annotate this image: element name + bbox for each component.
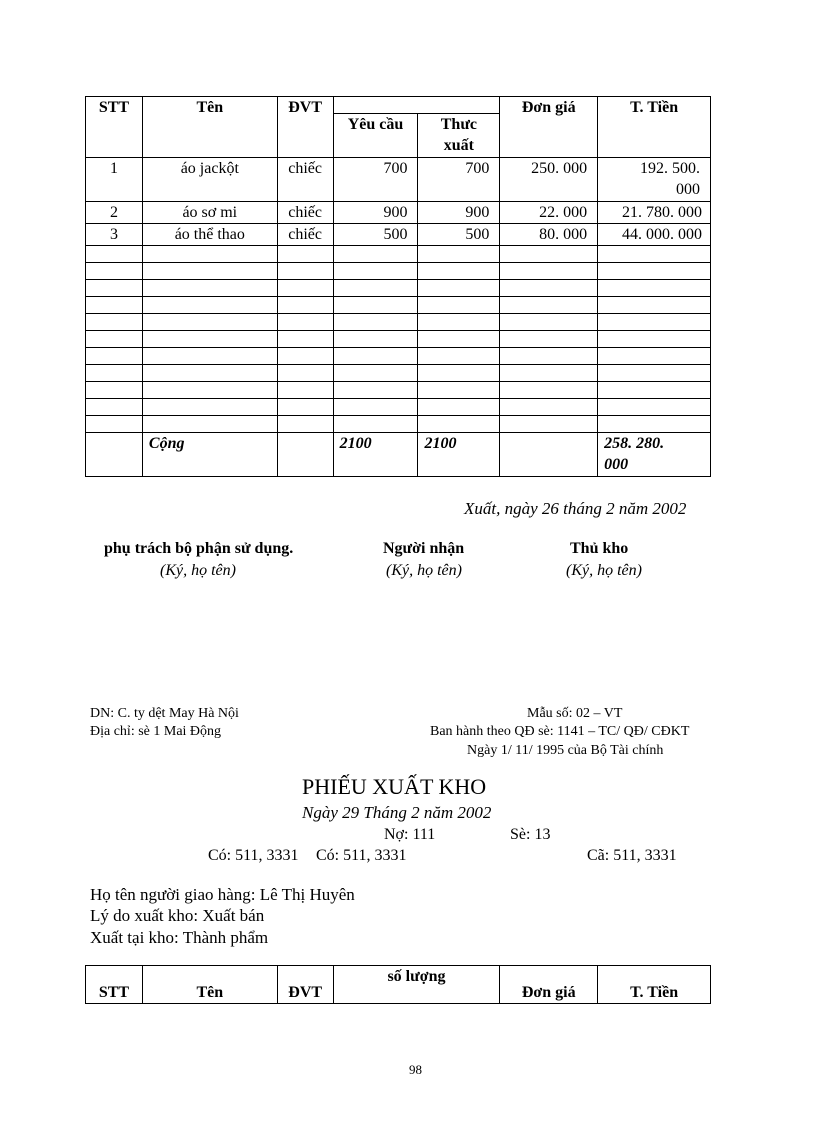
signature-note-department: (Ký, họ tên) (160, 562, 236, 579)
cell-ten: áo thể thao (142, 224, 277, 246)
signature-note-receiver: (Ký, họ tên) (386, 562, 462, 579)
header-ten: Tên (142, 97, 277, 158)
cell-don-gia: 80. 000 (500, 224, 598, 246)
header-don-gia: Đơn giá (500, 97, 598, 158)
total-yeu-cau: 2100 (333, 433, 418, 477)
cell-ten: áo sơ mi (142, 202, 277, 224)
cell-yeu-cau: 900 (333, 202, 418, 224)
header-so-luong: số lượng (333, 966, 500, 1004)
header-quantity-group (333, 97, 500, 114)
cell-stt: 2 (86, 202, 143, 224)
form-title: PHIẾU XUẤT KHO (302, 774, 487, 799)
total-label: Cộng (142, 433, 277, 477)
cell-thuc-xuat: 700 (418, 158, 500, 202)
total-thuc-xuat: 2100 (418, 433, 500, 477)
cell-stt: 1 (86, 158, 143, 202)
total-row (86, 433, 711, 477)
cell-t-tien (598, 158, 711, 202)
cell-stt: 3 (86, 224, 143, 246)
debit-account: Nợ: 111 (384, 826, 436, 843)
date-line: Xuất, ngày 26 tháng 2 năm 2002 (464, 499, 687, 518)
deliverer-line: Họ tên người giao hàng: Lê Thị Huyên (90, 885, 355, 904)
cell-ten: áo jackột (142, 158, 277, 202)
form-date: Ngày 29 Tháng 2 năm 2002 (302, 803, 492, 822)
cell-don-gia: 250. 000 (500, 158, 598, 202)
signature-note-storekeeper: (Ký, họ tên) (566, 562, 642, 579)
credit-account-2: Có: 511, 3331 (316, 847, 407, 864)
header-yeu-cau: Yêu cầu (333, 114, 418, 158)
company-name: DN: C. ty dệt May Hà Nội (90, 706, 239, 721)
inventory-table (85, 96, 711, 477)
empty-row (86, 263, 711, 280)
empty-row (86, 416, 711, 433)
signature-title-storekeeper: Thủ kho (570, 540, 629, 557)
header-ten: Tên (142, 966, 277, 1004)
header-dvt: ĐVT (277, 966, 333, 1004)
cell-t-tien: 44. 000. 000 (598, 224, 711, 246)
regulation-line: Ban hành theo QĐ sè: 1141 – TC/ QĐ/ CĐKT (430, 724, 690, 739)
total-t-tien-line2: 000 (604, 456, 629, 473)
empty-row (86, 399, 711, 416)
cell-thuc-xuat: 500 (418, 224, 500, 246)
cell-t-tien-line1: 192. 500. (640, 160, 700, 177)
reason-line: Lý do xuất kho: Xuất bán (90, 906, 265, 925)
cell-thuc-xuat: 900 (418, 202, 500, 224)
cell-yeu-cau: 500 (333, 224, 418, 246)
header-stt: STT (86, 966, 143, 1004)
header-don-gia: Đơn giá (500, 966, 598, 1004)
page-number: 98 (409, 1062, 422, 1077)
form-number: Sè: 13 (510, 826, 551, 843)
export-table-header (85, 965, 711, 1004)
cell-dvt: chiếc (277, 224, 333, 246)
empty-row (86, 297, 711, 314)
cell-dvt: chiếc (277, 158, 333, 202)
credit-account-1: Có: 511, 3331 (208, 847, 299, 864)
empty-row (86, 246, 711, 263)
signature-title-receiver: Người nhận (383, 540, 465, 557)
table-row (86, 158, 711, 202)
empty-row (86, 314, 711, 331)
empty-row (86, 331, 711, 348)
regulation-date: Ngày 1/ 11/ 1995 của Bộ Tài chính (467, 743, 664, 758)
company-address: Địa chỉ: sè 1 Mai Động (90, 724, 222, 739)
cell-dvt: chiếc (277, 202, 333, 224)
cell-yeu-cau: 700 (333, 158, 418, 202)
cell-don-gia: 22. 000 (500, 202, 598, 224)
cell-t-tien-line2: 000 (676, 181, 700, 198)
credit-account-3: Cã: 511, 3331 (587, 847, 677, 864)
empty-row (86, 280, 711, 297)
empty-row (86, 382, 711, 399)
header-t-tien: T. Tiền (598, 966, 711, 1004)
empty-row (86, 365, 711, 382)
empty-row (86, 348, 711, 365)
total-t-tien (598, 433, 711, 477)
header-thuc-xuat-line1: Thưc (440, 116, 478, 133)
table-row (86, 224, 711, 246)
header-dvt: ĐVT (277, 97, 333, 158)
header-thuc-xuat (418, 114, 500, 158)
table-row (86, 202, 711, 224)
header-thuc-xuat-line2: xuất (443, 137, 474, 154)
header-t-tien: T. Tiền (598, 97, 711, 158)
signature-title-department: phụ trách bộ phận sử dụng. (104, 540, 294, 557)
total-t-tien-line1: 258. 280. (604, 435, 665, 452)
warehouse-line: Xuất tại kho: Thành phẩm (90, 928, 269, 947)
cell-t-tien: 21. 780. 000 (598, 202, 711, 224)
form-code: Mẫu số: 02 – VT (527, 706, 623, 721)
header-stt: STT (86, 97, 143, 158)
